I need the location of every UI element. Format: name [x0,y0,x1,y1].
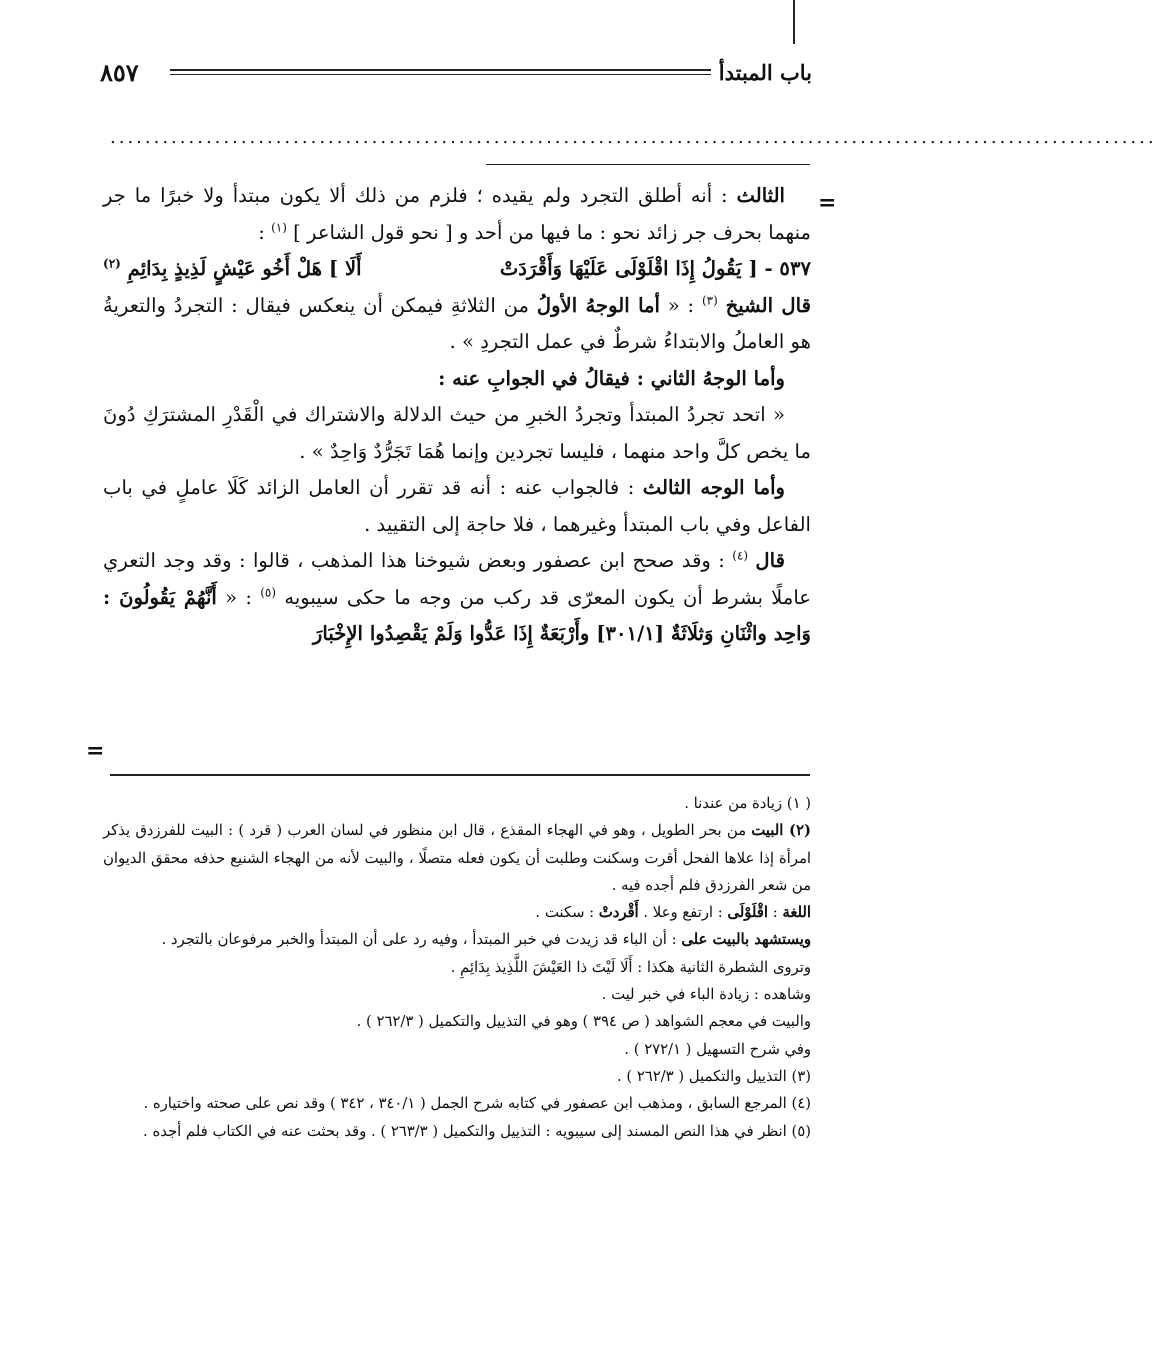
paragraph-third-aspect: وأما الوجه الثالث : فالجواب عنه : أنه قد تقرر أن العامل الزائد كَلَا عاملٍ في باب الفاعل وفي باب المبتدأ وغيرهما ، فلا حاجة إلى التقييد . [103,476,811,536]
footnote-ref: (١) [271,219,287,234]
paragraph-shaykh: قال الشيخ $^{(٣)}$ : « أما الوجهُ الأولُ من الثلاثةِ فيمكن أن ينعكس فيقال : التجردُ والتعريةُ هو العاملُ والابتداءُ شرطٌ في عمل التجردِ » . [103,292,811,353]
verse-second-hemistich: أَلَا ] هَلْ أَخُو عَيْشٍ لَذِيذٍ بِدَائِمِ $^{(٢)}$ [103,256,362,280]
running-title: باب المبتدأ [718,59,812,85]
lead-word: وأما الوجه الثالث [642,476,785,499]
footnote-2-language: اللغة : اقْلَوْلَى : ارتفع وعلا . أَقْردتْ : سكنت . [535,904,811,922]
footnote-ref: (٢) [103,256,121,271]
footnote-2-shahid: وشاهده : زيادة الباء في خبر ليت . [601,986,811,1004]
header-rule [170,69,711,75]
paragraph-quote: « اتحد تجردُ المبتدأ وتجردُ الخبرِ من حيث الدلالة والاشتراك في الْقَدْرِ المشترَكِ دُونَ ما يخص كلَّ واحد منهما ، فليسا تجردين وإنما هُمَا تَجَرُّدٌ وَاحِدٌ » . [103,403,811,463]
verse-first-hemistich: ٥٣٧ - [ يَقُولُ إِذَا اقْلَوْلَى عَلَيْهَا وَأَقْرَدَتْ [499,257,811,280]
footnote-5: (٥) انظر في هذا النص المسند إلى سيبويه : التذييل والتكميل ( ٢٦٣/٣ ) . وقد بحثت عنه في الكتاب فلم أجده . [143,1122,811,1140]
footnote-ref: (٣) [701,292,718,307]
lead-word: الثالث [736,184,785,207]
footnote-2-source-1: والبيت في معجم الشواهد ( ص ٣٩٤ ) وهو في التذييل والتكميل ( ٢٦٢/٣ ) . [356,1013,811,1031]
lead-word: قال الشيخ [725,293,811,317]
paragraph-qala: قال $^{(٤)}$ : وقد صحح ابن عصفور وبعض شيوخنا هذا المذهب ، قالوا : وقد وجد التعري عاملًا بشرط أن يكون المعرّى قد ركب من وجه ما حكى سيبويه $^{(٥)}$ : « أَنَّهُمْ يَقُولُونَ : وَاحِد واثْنَانِ وَثلَاثَةٌ [٣٠١/١] وأَرْبَعَةٌ إِذَا عَدُّوا وَلَمْ يَقْصِدُوا الإِخْبَارَ [103,548,811,645]
footnote-ref: (٥) [260,584,277,599]
footnote-2-variant: وتروى الشطرة الثانية هكذا : أَلَا لَيْتَ ذا العَيْشَ اللَّذِيذ بِدَائِمِ . [450,958,811,976]
continuation-rule [486,164,810,165]
footnote-ref: (٤) [732,548,749,563]
continuation-mark-bottom: = [86,738,105,764]
footnote-2-source-2: وفي شرح التسهيل ( ٢٧٢/١ ) . [624,1040,811,1058]
footnote-2: (٢) البيت من بحر الطويل ، وهو في الهجاء المقذع ، قال ابن منظور في لسان العرب ( قرد ) : البيت للفرزدق يذكر امرأة إذا علاها الفحل أقرت وسكنت وطلبت أن يكون فعله متصلًا ، والبيت لأنه من الهجاء الشنيع حذفه محقق الديوان من شعر الفرزدق فلم أجده فيه . [103,822,812,894]
footnote-2-istishhad: ويستشهد بالبيت على : أن الباء قد زيدت في خبر المبتدأ ، وفيه رد على أن المبتدأ والخبر مرفوعان بالتجرد . [161,931,811,949]
verse-number: ٥٣٧ - [ [748,257,811,280]
footnote-1: ( ١) زيادة من عندنا . [684,795,811,812]
main-text [103,178,811,653]
lead-word: قال [755,549,785,572]
page-edge-line [793,0,795,44]
footnotes [103,790,811,1145]
dotted-separator: ........................................................................................................................ [110,127,1157,148]
paragraph-second-aspect: وأما الوجهُ الثاني : فيقالُ في الجوابِ عنه : [438,366,785,390]
running-header [100,52,812,92]
page-number: ٨٥٧ [100,57,139,87]
footnote-4: (٤) المرجع السابق ، ومذهب ابن عصفور في كتابه شرح الجمل ( ٣٤٠/١ ، ٣٤٢ ) وقد نص على صحته واختياره . [143,1095,811,1113]
footnote-3: (٣) التذييل والتكميل ( ٢٦٢/٣ ) . [616,1067,811,1085]
paragraph-third-objection: الثالث : أنه أطلق التجرد ولم يقيده ؛ فلزم من ذلك ألا يكون مبتدأ ولا خبرًا ما جر منهما بحرف جر زائد نحو : ما فيها من أحد و [ نحو قول الشاعر ] $^{(١)}$ : [103,184,811,244]
verse-537 [103,251,811,288]
continuation-mark-top: = [818,190,837,216]
footnote-rule [110,774,810,776]
